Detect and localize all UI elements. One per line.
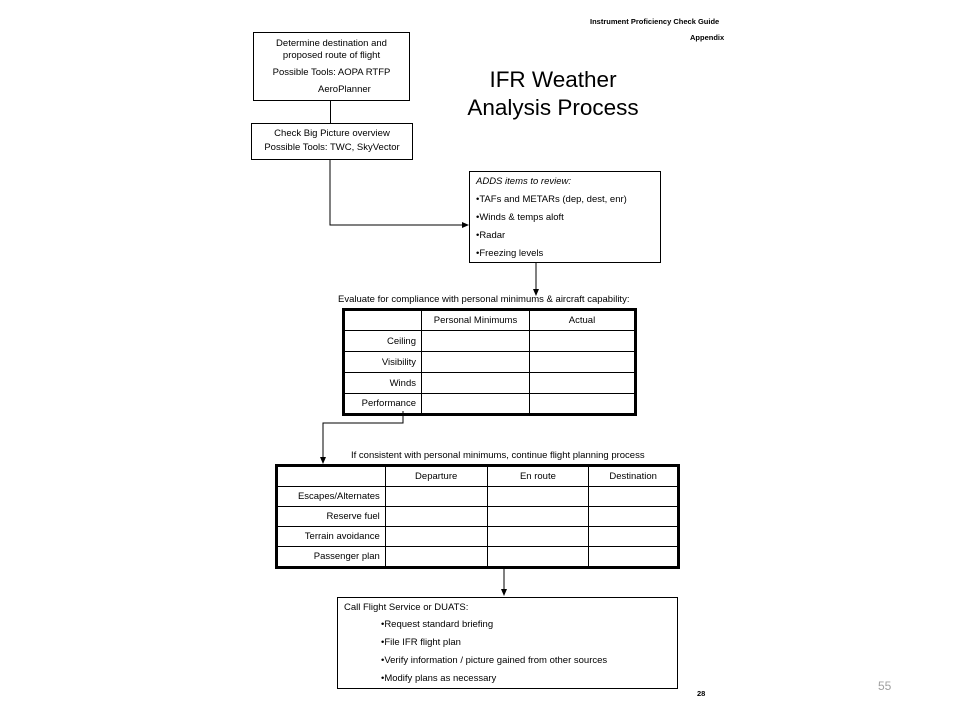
table-cell xyxy=(385,487,487,507)
table-row xyxy=(344,331,636,352)
table-header-cell xyxy=(344,310,422,331)
box2-line2: Possible Tools: TWC, SkyVector xyxy=(264,142,400,153)
row-label: Winds xyxy=(344,373,422,394)
box4-item: •Request standard briefing xyxy=(381,619,494,630)
title-line2: Analysis Process xyxy=(467,95,639,120)
doc-header-line1: Instrument Proficiency Check Guide xyxy=(590,17,720,26)
table-cell xyxy=(422,352,530,373)
table-header-cell xyxy=(277,466,386,487)
table-cell xyxy=(530,352,636,373)
table-row xyxy=(277,547,679,568)
title-line1: IFR Weather xyxy=(489,67,617,92)
row-label: Performance xyxy=(344,394,422,415)
row-label: Ceiling xyxy=(344,331,422,352)
table-header-cell: Actual xyxy=(530,310,636,331)
table1-caption: Evaluate for compliance with personal minimums & aircraft capability: xyxy=(338,294,630,305)
table-cell xyxy=(530,394,636,415)
table-header-row xyxy=(344,310,636,331)
table-cell xyxy=(385,507,487,527)
table-cell xyxy=(422,331,530,352)
table-cell xyxy=(530,331,636,352)
table-row xyxy=(344,394,636,415)
box3-heading: ADDS items to review: xyxy=(476,176,572,187)
box4-item: •File IFR flight plan xyxy=(381,637,461,648)
box1-line1: Determine destination and xyxy=(276,38,387,49)
flight-service-box xyxy=(337,597,678,689)
box2-line1: Check Big Picture overview xyxy=(274,128,390,139)
table-header-cell: Departure xyxy=(385,466,487,487)
flight-planning-table xyxy=(275,464,680,569)
table-header-cell: En route xyxy=(487,466,589,487)
box3-item: •Freezing levels xyxy=(476,248,544,259)
table-cell xyxy=(487,547,589,568)
table-header-cell: Personal Minimums xyxy=(422,310,530,331)
table-cell xyxy=(589,527,679,547)
table-cell xyxy=(385,527,487,547)
row-label: Visibility xyxy=(344,352,422,373)
box3-item: •TAFs and METARs (dep, dest, enr) xyxy=(476,194,627,205)
table2-caption: If consistent with personal minimums, continue flight planning process xyxy=(351,450,645,461)
table-cell xyxy=(530,373,636,394)
table-row xyxy=(344,373,636,394)
table-cell xyxy=(589,507,679,527)
table-header-row xyxy=(277,466,679,487)
table-cell xyxy=(487,507,589,527)
box3-item: •Winds & temps aloft xyxy=(476,212,564,223)
box1-line3: Possible Tools: AOPA RTFP xyxy=(272,67,391,78)
adds-items-box xyxy=(469,171,661,263)
table-row xyxy=(277,527,679,547)
table-cell xyxy=(487,527,589,547)
box1-line2: proposed route of flight xyxy=(282,50,381,61)
table-cell xyxy=(385,547,487,568)
row-label: Reserve fuel xyxy=(277,507,386,527)
box4-heading: Call Flight Service or DUATS: xyxy=(344,602,469,613)
table-header-cell: Destination xyxy=(589,466,679,487)
table-cell xyxy=(422,373,530,394)
table-cell xyxy=(589,547,679,568)
slide-number: 55 xyxy=(878,679,892,693)
row-label: Escapes/Alternates xyxy=(277,487,386,507)
box3-item: •Radar xyxy=(476,230,506,241)
box4-item: •Modify plans as necessary xyxy=(381,673,497,684)
table-cell xyxy=(589,487,679,507)
box4-item: •Verify information / picture gained from other sources xyxy=(381,655,608,666)
row-label: Passenger plan xyxy=(277,547,386,568)
table-cell xyxy=(487,487,589,507)
box1-line4: AeroPlanner xyxy=(318,84,371,95)
row-label: Terrain avoidance xyxy=(277,527,386,547)
doc-page-number: 28 xyxy=(697,689,706,698)
table-row xyxy=(344,352,636,373)
table-row xyxy=(277,507,679,527)
personal-minimums-table xyxy=(342,308,637,416)
table-cell xyxy=(422,394,530,415)
doc-header-line2: Appendix xyxy=(690,33,725,42)
table-row xyxy=(277,487,679,507)
